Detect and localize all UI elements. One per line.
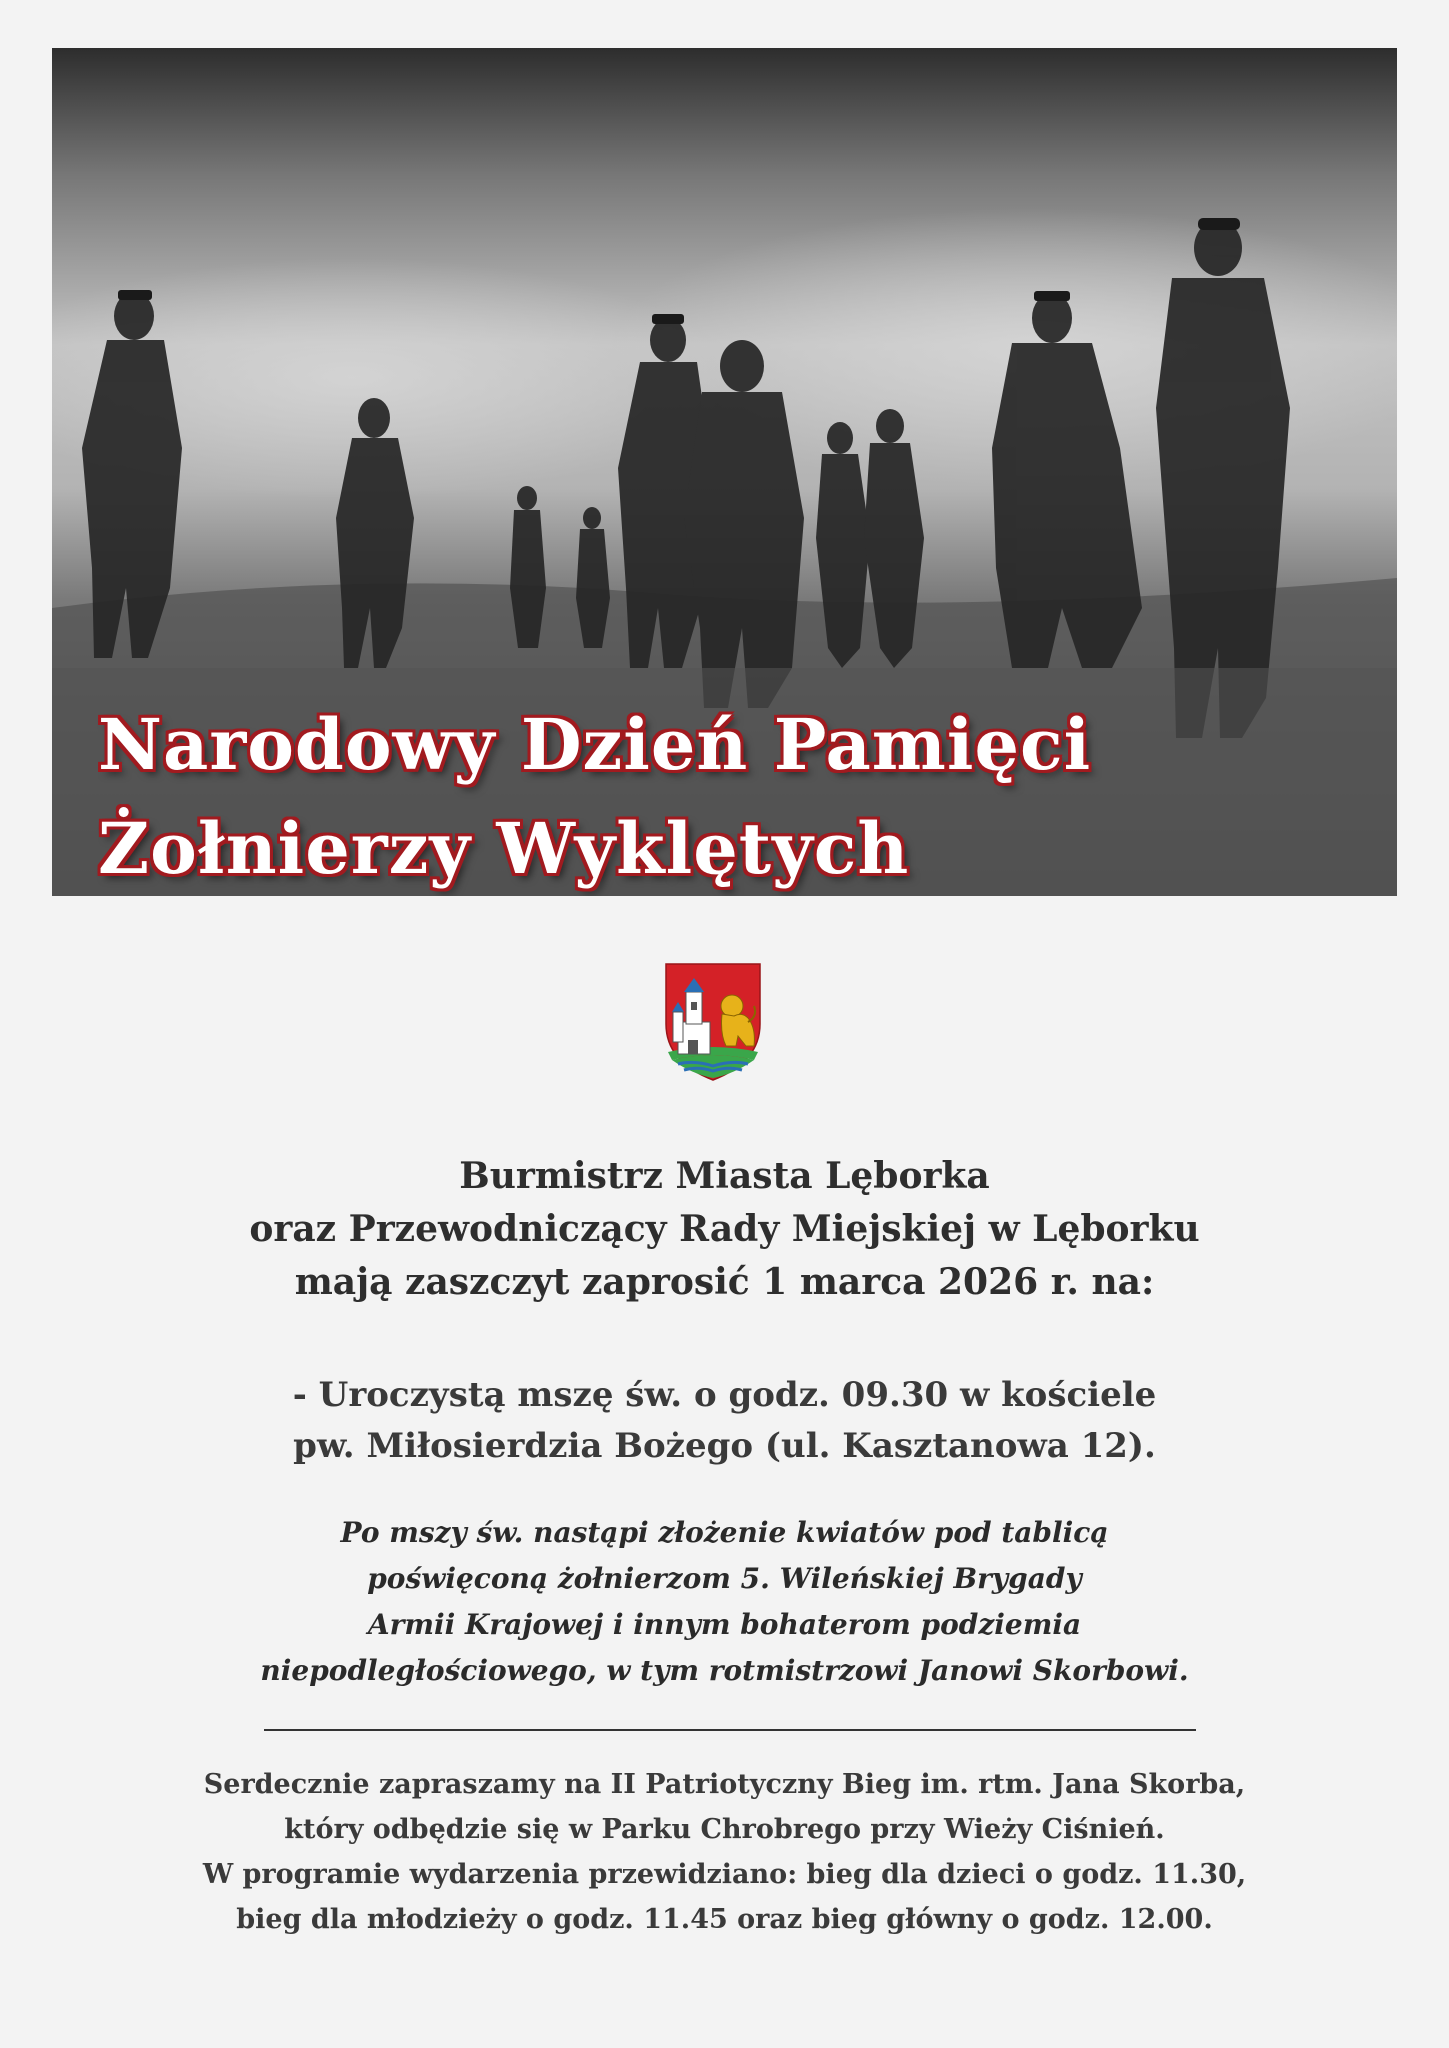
- inviter-line-2: oraz Przewodniczący Rady Miejskiej w Lęborku: [249, 1208, 1200, 1250]
- run-info: [0, 1762, 1449, 1942]
- coat-of-arms-lebork: [664, 962, 762, 1082]
- event-title: [98, 693, 1091, 896]
- run-line-2: który odbędzie się w Parku Chrobrego przy Wieży Ciśnień.: [284, 1814, 1165, 1845]
- run-line-4: bieg dla młodzieży o godz. 11.45 oraz bieg główny o godz. 12.00.: [236, 1904, 1213, 1935]
- mass-line-1: - Uroczystą mszę św. o godz. 09.30 w kościele: [292, 1375, 1157, 1415]
- mass-info: [0, 1370, 1449, 1472]
- flowers-info: [0, 1510, 1449, 1694]
- run-line-3: W programie wydarzenia przewidziano: bieg dla dzieci o godz. 11.30,: [202, 1859, 1247, 1890]
- flowers-line-3: Armii Krajowej i innym bohaterom podziemia: [367, 1608, 1082, 1641]
- inviters-block: [0, 1150, 1449, 1309]
- flowers-line-2: poświęconą żołnierzom 5. Wileńskiej Brygady: [367, 1562, 1082, 1595]
- flowers-line-4: niepodległościowego, w tym rotmistrzowi Janowi Skorbowi.: [260, 1654, 1189, 1687]
- mass-line-2: pw. Miłosierdzia Bożego (ul. Kasztanowa 12).: [293, 1426, 1156, 1466]
- hero-banner: [52, 48, 1397, 896]
- flowers-line-1: Po mszy św. nastąpi złożenie kwiatów pod tablicą: [340, 1516, 1109, 1549]
- run-line-1: Serdecznie zapraszamy na II Patriotyczny Bieg im. rtm. Jana Skorba,: [203, 1769, 1246, 1800]
- section-divider: [264, 1729, 1196, 1731]
- title-line-2: Żołnierzy Wyklętych: [98, 807, 910, 890]
- title-line-1: Narodowy Dzień Pamięci: [98, 703, 1092, 786]
- inviter-line-1: Burmistrz Miasta Lęborka: [459, 1155, 990, 1197]
- inviter-line-3: mają zaszczyt zaprosić 1 marca 2026 r. na:: [294, 1261, 1155, 1303]
